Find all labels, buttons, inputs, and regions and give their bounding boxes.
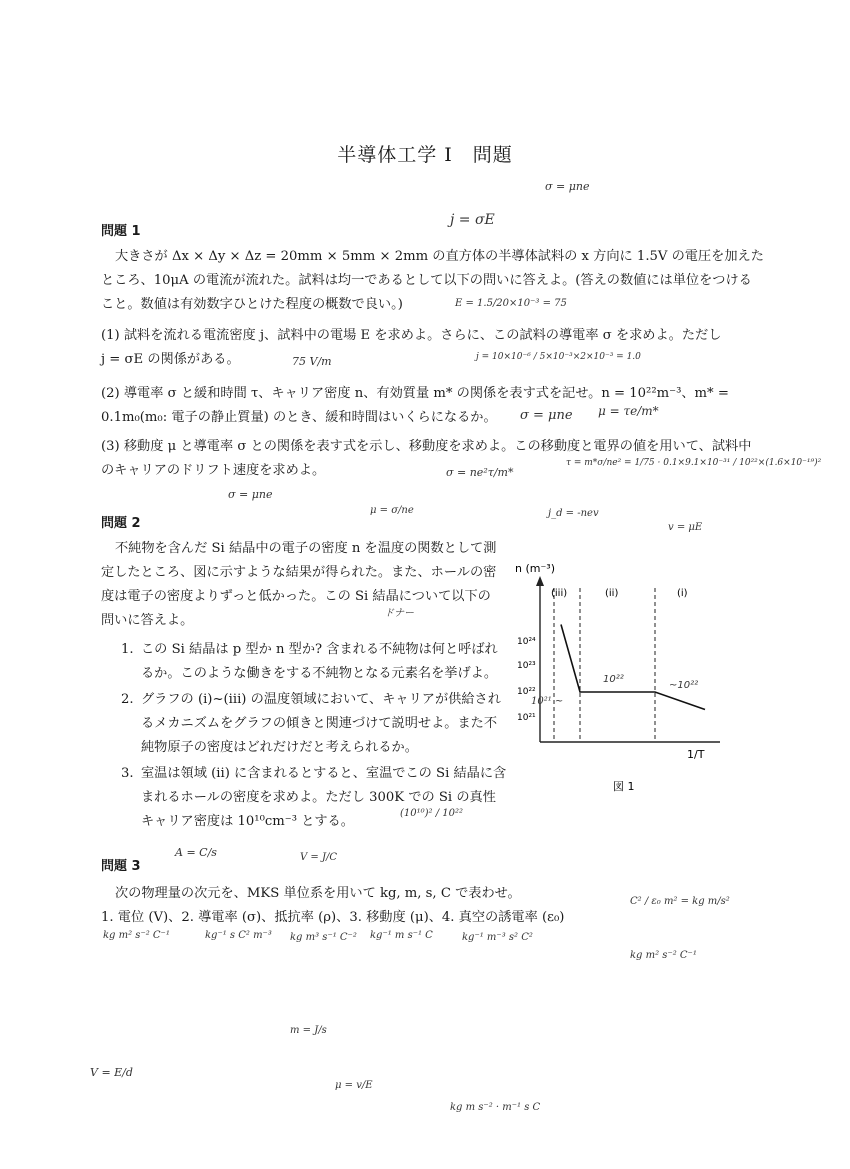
- handwritten-note: C² / ε₀ m² = kg m/s²: [630, 896, 730, 907]
- handwritten-note: V = J/C: [300, 852, 337, 863]
- q2-item: [121, 638, 506, 686]
- y-tick-label: 10²³: [517, 661, 536, 671]
- q1-part1-line: (1) 試料を流れる電流密度 j、試料中の電場 E を求めよ。さらに、この試料の導電率 σ を求めよ。ただし: [101, 328, 722, 343]
- handwritten-note: τ = m*σ/ne² = 1/75 · 0.1×9.1×10⁻³¹ / 10²²×(1.6×10⁻¹⁹)²: [566, 458, 822, 468]
- handwritten-note: ドナー: [384, 608, 414, 619]
- handwritten-note: kg⁻¹ s C² m⁻³: [205, 930, 272, 941]
- handwritten-note: σ = μne: [520, 408, 573, 423]
- handwritten-note: m = J/s: [290, 1025, 327, 1036]
- handwritten-note: ~10²²: [669, 680, 699, 691]
- handwritten-note: kg m s⁻² · m⁻¹ s C: [450, 1102, 541, 1113]
- q1-part2-line: 0.1m₀(m₀: 電子の静止質量) のとき、緩和時間はいくらになるか。: [101, 410, 497, 425]
- q1-part2-line: (2) 導電率 σ と緩和時間 τ、キャリア密度 n、有効質量 m* の関係を表す式を記せ。n = 10²²m⁻³、m* =: [101, 386, 729, 401]
- handwritten-note: A = C/s: [175, 846, 217, 859]
- q3-line: 1. 電位 (V)、2. 導電率 (σ)、抵抗率 (ρ)、3. 移動度 (μ)、4. 真空の誘電率 (ε₀): [101, 910, 565, 925]
- q2-intro-line: 不純物を含んだ Si 結晶中の電子の密度 n を温度の関数として測: [115, 541, 497, 556]
- density-curve: [561, 625, 705, 710]
- handwritten-note: (10¹⁰)² / 10²²: [400, 808, 464, 819]
- y-tick-label: 10²⁴: [517, 637, 536, 647]
- y-axis-arrow: [536, 576, 544, 586]
- q2-intro-line: 度は電子の密度よりずっと低かった。この Si 結晶について以下の: [101, 589, 491, 604]
- handwritten-note: kg m³ s⁻¹ C⁻²: [290, 932, 357, 943]
- q2-heading: 問題 2: [101, 516, 141, 531]
- q2-item: [121, 688, 506, 760]
- q2-item-number: 3.: [121, 766, 134, 781]
- handwritten-note: μ = τe/m*: [598, 404, 659, 418]
- y-axis-label: n (m⁻³): [515, 562, 555, 575]
- region-label: (ii): [605, 588, 619, 599]
- handwritten-note: j = σE: [450, 212, 495, 228]
- q2-item-line: 室温は領域 (ii) に含まれるとすると、室温でこの Si 結晶に含: [141, 766, 507, 781]
- region-label: (iii): [551, 588, 568, 599]
- q2-item-line: まれるホールの密度を求めよ。ただし 300K での Si の真性: [141, 790, 496, 805]
- handwritten-note: kg⁻¹ m s⁻¹ C: [370, 930, 433, 941]
- q1-intro-line: ところ、10μA の電流が流れた。試料は均一であるとして以下の問いに答えよ。(答えの数値には単位をつける: [101, 273, 752, 288]
- q2-intro-line: 問いに答えよ。: [101, 613, 194, 628]
- q1-intro: [101, 245, 764, 317]
- page-title: 半導体工学 I 問題: [337, 144, 513, 166]
- q1-part3-line: (3) 移動度 μ と導電率 σ との関係を表す式を示し、移動度を求めよ。この移動度と電界の値を用いて、試料中: [101, 439, 752, 454]
- q2-item-number: 2.: [121, 692, 134, 707]
- handwritten-note: kg m² s⁻² C⁻¹: [103, 930, 170, 941]
- handwritten-note: 10²²: [603, 674, 624, 685]
- y-tick-label: 10²¹: [517, 713, 536, 723]
- region-label: (i): [677, 588, 688, 599]
- q1-part1: [101, 324, 721, 372]
- q2-item-line: この Si 結晶は p 型か n 型か? 含まれる不純物は何と呼ばれ: [141, 642, 498, 657]
- figure-1-chart: [505, 560, 730, 800]
- handwritten-note: v = μE: [668, 522, 703, 533]
- handwritten-note: j = 10×10⁻⁶ / 5×10⁻³×2×10⁻³ = 1.0: [476, 352, 641, 362]
- handwritten-note: σ = μne: [228, 488, 273, 501]
- q1-heading: 問題 1: [101, 224, 141, 239]
- handwritten-note: μ = σ/ne: [370, 505, 414, 516]
- handwritten-note: V = E/d: [90, 1066, 133, 1079]
- handwritten-note: μ = v/E: [335, 1080, 373, 1091]
- handwritten-note: kg m² s⁻² C⁻¹: [630, 950, 697, 961]
- x-axis-label: 1/T: [687, 748, 705, 761]
- q2-item: [121, 762, 506, 834]
- q3-line: 次の物理量の次元を、MKS 単位系を用いて kg, m, s, C で表わせ。: [115, 886, 521, 901]
- q2-item-line: キャリア密度は 10¹⁰cm⁻³ とする。: [141, 814, 354, 829]
- handwritten-note: 75 V/m: [292, 355, 332, 368]
- q2-item-line: 純物原子の密度はどれだけだと考えられるか。: [141, 740, 418, 755]
- handwritten-note: 10²¹ ~: [531, 696, 564, 707]
- q2-intro-line: 定したところ、図に示すような結果が得られた。また、ホールの密: [101, 565, 497, 580]
- q2-question-list: [121, 638, 506, 836]
- q3-heading: 問題 3: [101, 859, 141, 874]
- q2-item-line: グラフの (i)~(iii) の温度領域において、キャリアが供給され: [141, 692, 501, 707]
- q2-item-number: 1.: [121, 642, 134, 657]
- handwritten-note: σ = μne: [545, 180, 590, 193]
- q2-item-line: るメカニズムをグラフの傾きと関連づけて説明せよ。また不: [141, 716, 498, 731]
- q1-part1-line: j = σE の関係がある。: [101, 352, 240, 367]
- q2-intro: [101, 537, 496, 633]
- q2-item-line: るか。このような働きをする不純物となる元素名を挙げよ。: [141, 666, 498, 681]
- figure-caption: 図 1: [613, 780, 635, 793]
- handwritten-note: kg⁻¹ m⁻³ s² C²: [462, 932, 533, 943]
- handwritten-note: E = 1.5/20×10⁻³ = 75: [455, 298, 567, 309]
- q1-part3-line: のキャリアのドリフト速度を求めよ。: [101, 463, 326, 478]
- q1-intro-line: こと。数値は有効数字ひとけた程度の概数で良い。): [101, 297, 403, 312]
- y-tick-label: 10²²: [517, 687, 536, 697]
- handwritten-note: σ = ne²τ/m*: [446, 466, 514, 479]
- handwritten-note: j_d = -nev: [548, 508, 599, 519]
- q3-body: [101, 882, 564, 930]
- q1-intro-line: 大きさが Δx × Δy × Δz = 20mm × 5mm × 2mm の直方体の半導体試料の x 方向に 1.5V の電圧を加えた: [115, 249, 764, 264]
